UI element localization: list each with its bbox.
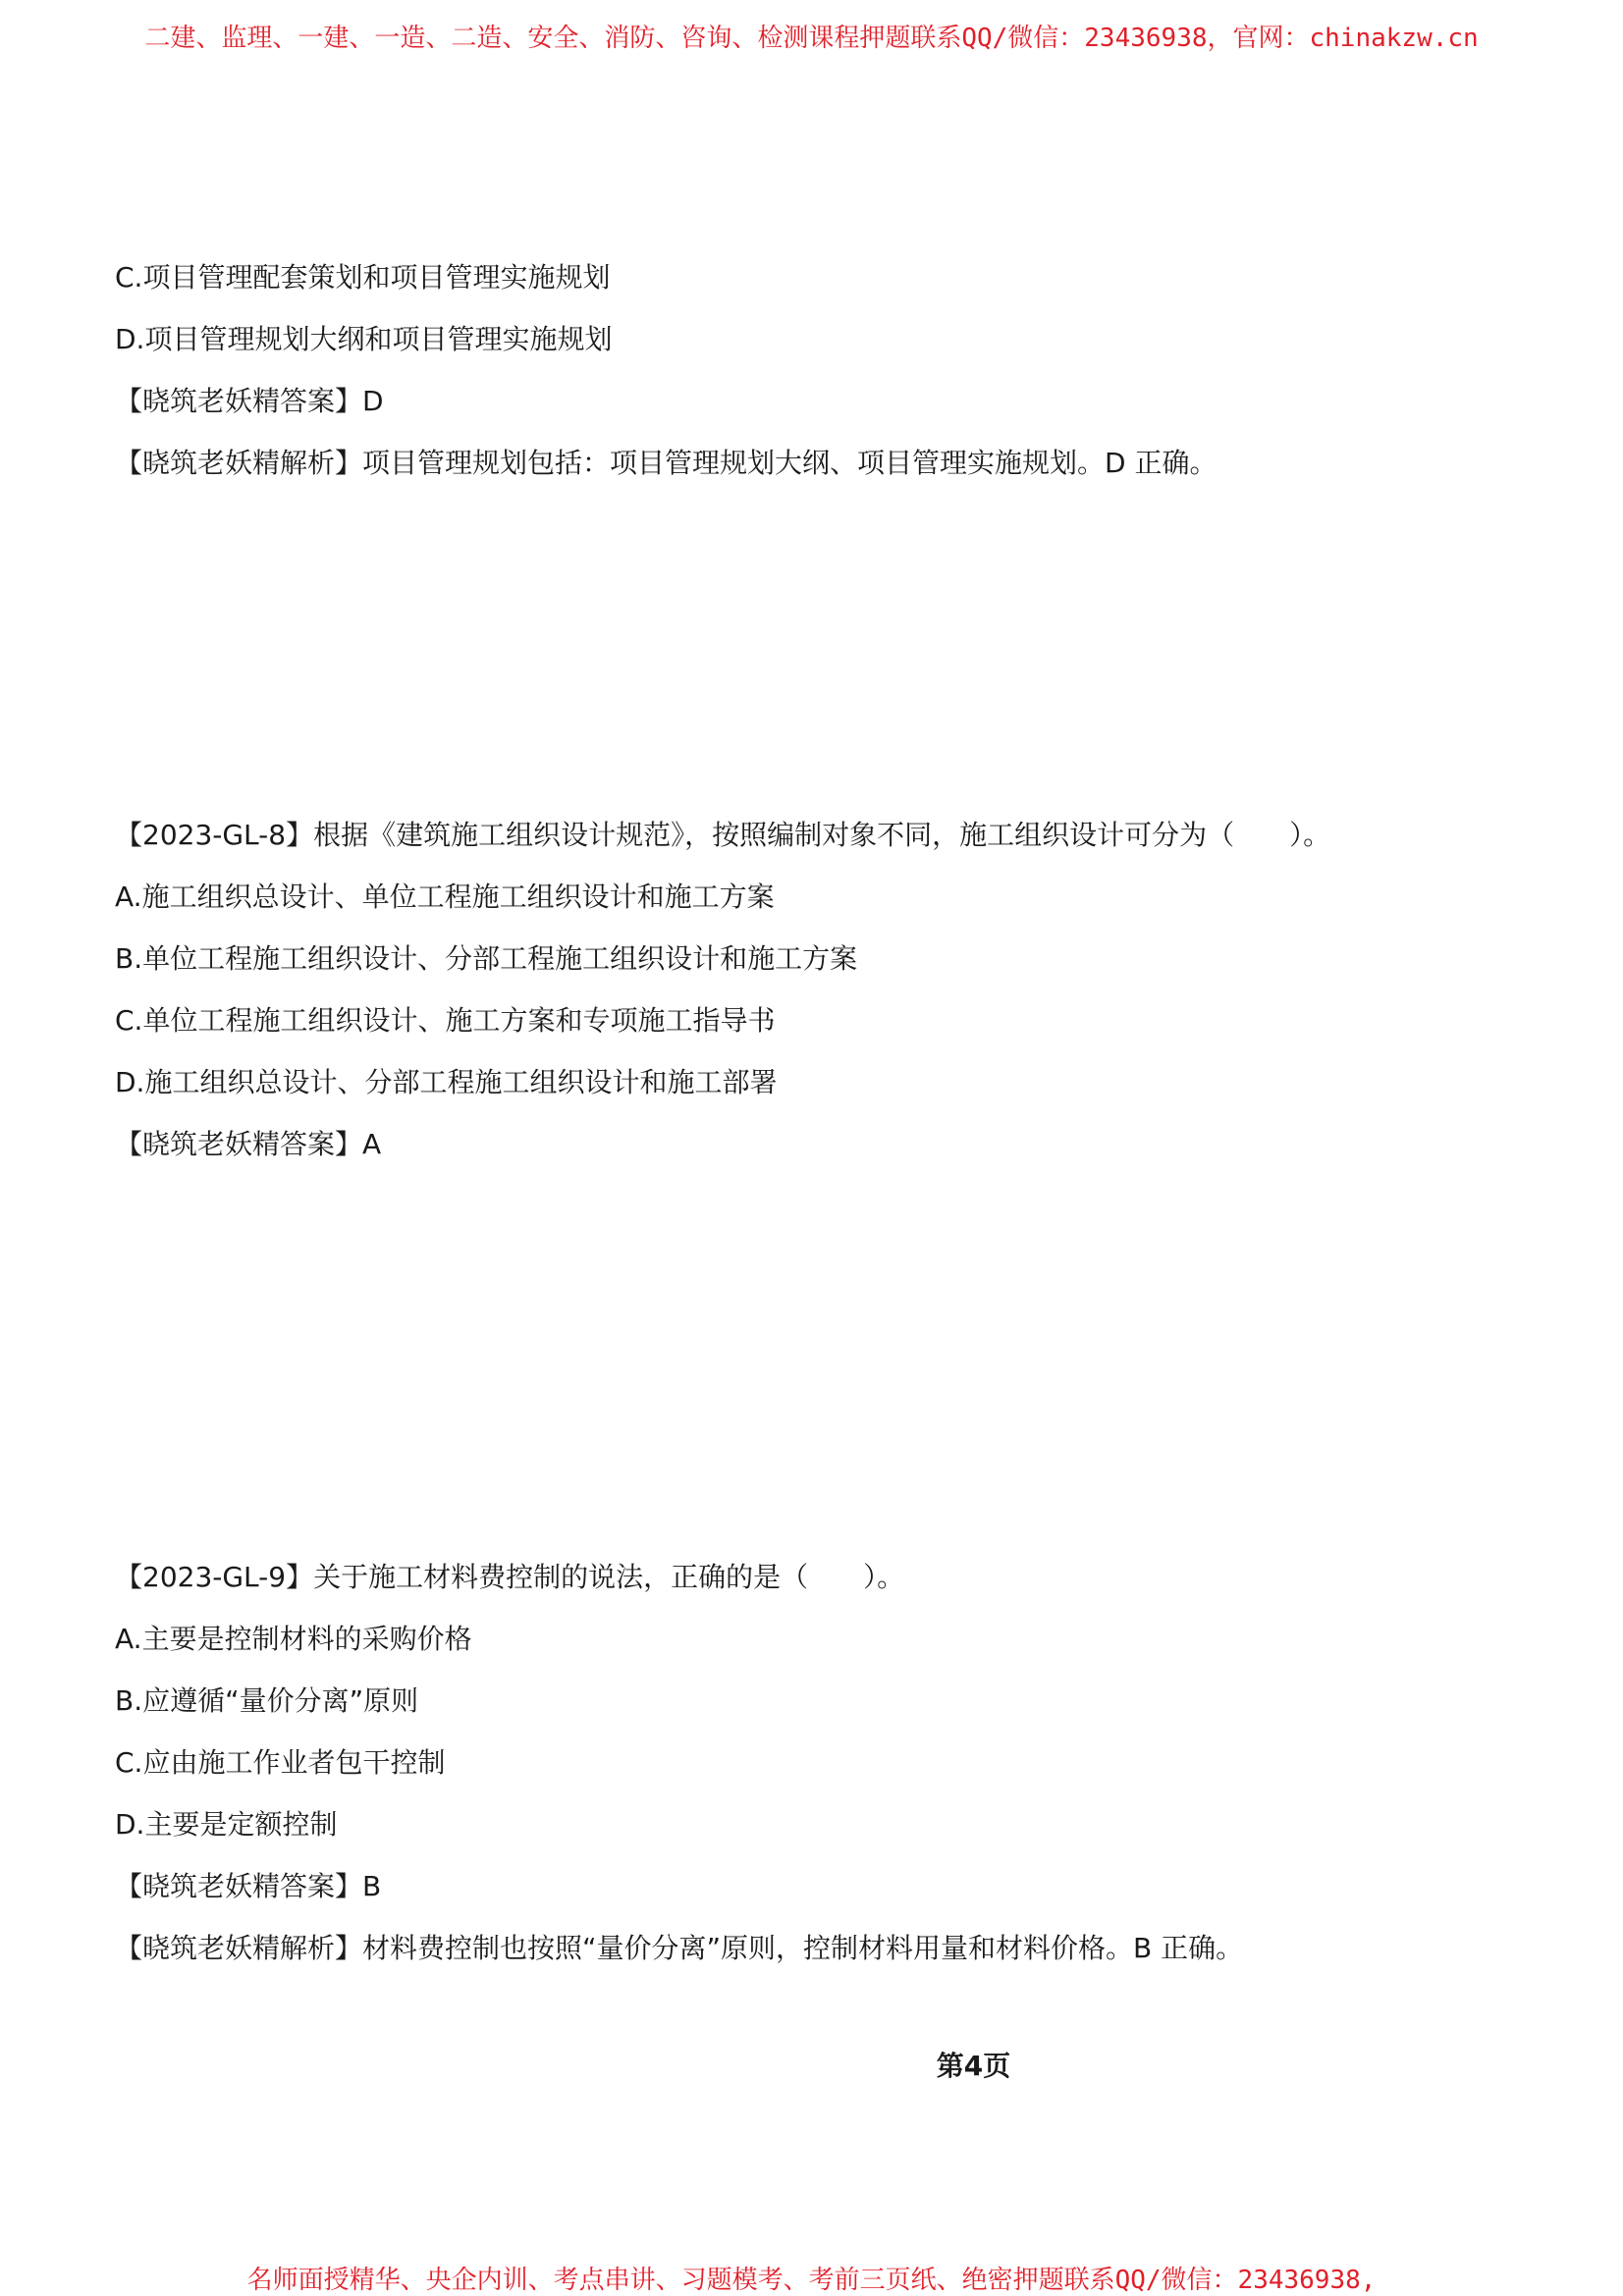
- question-8-option-c: C.单位工程施工组织设计、施工方案和专项施工指导书: [115, 1004, 776, 1037]
- question-8-option-a: A.施工组织总设计、单位工程施工组织设计和施工方案: [115, 881, 775, 913]
- question-9-option-c: C.应由施工作业者包干控制: [115, 1746, 446, 1779]
- question-9-answer: 【晓筑老妖精答案】B: [115, 1870, 382, 1902]
- question-9-option-d: D.主要是定额控制: [115, 1808, 338, 1841]
- question-9-analysis: 【晓筑老妖精解析】材料费控制也按照“量价分离”原则，控制材料用量和材料价格。B 正确。: [115, 1932, 1244, 1964]
- answer-label: 【晓筑老妖精答案】D: [115, 385, 384, 417]
- analysis-text: 【晓筑老妖精解析】项目管理规划包括：项目管理规划大纲、项目管理实施规划。D 正确。: [115, 447, 1217, 479]
- header-banner: 二建、监理、一建、一造、二造、安全、消防、咨询、检测课程押题联系QQ/微信：23436938，官网：chinakzw.cn: [144, 24, 1479, 53]
- question-8-stem: 【2023-GL-8】根据《建筑施工组织设计规范》，按照编制对象不同，施工组织设计可分为（ ）。: [115, 819, 1331, 851]
- question-8-option-b: B.单位工程施工组织设计、分部工程施工组织设计和施工方案: [115, 942, 858, 975]
- question-8-answer: 【晓筑老妖精答案】A: [115, 1128, 382, 1160]
- footer-banner: 名师面授精华、央企内训、考点串讲、习题模考、考前三页纸、绝密押题联系QQ/微信：23436938,: [246, 2266, 1377, 2295]
- question-8-option-d: D.施工组织总设计、分部工程施工组织设计和施工部署: [115, 1066, 778, 1098]
- question-9-stem: 【2023-GL-9】关于施工材料费控制的说法，正确的是（ ）。: [115, 1561, 905, 1593]
- question-9-option-a: A.主要是控制材料的采购价格: [115, 1623, 472, 1655]
- page-number: 第4页: [936, 2050, 1011, 2082]
- option-c: C.项目管理配套策划和项目管理实施规划: [115, 261, 611, 294]
- option-d: D.项目管理规划大纲和项目管理实施规划: [115, 323, 613, 355]
- question-9-option-b: B.应遵循“量价分离”原则: [115, 1684, 419, 1717]
